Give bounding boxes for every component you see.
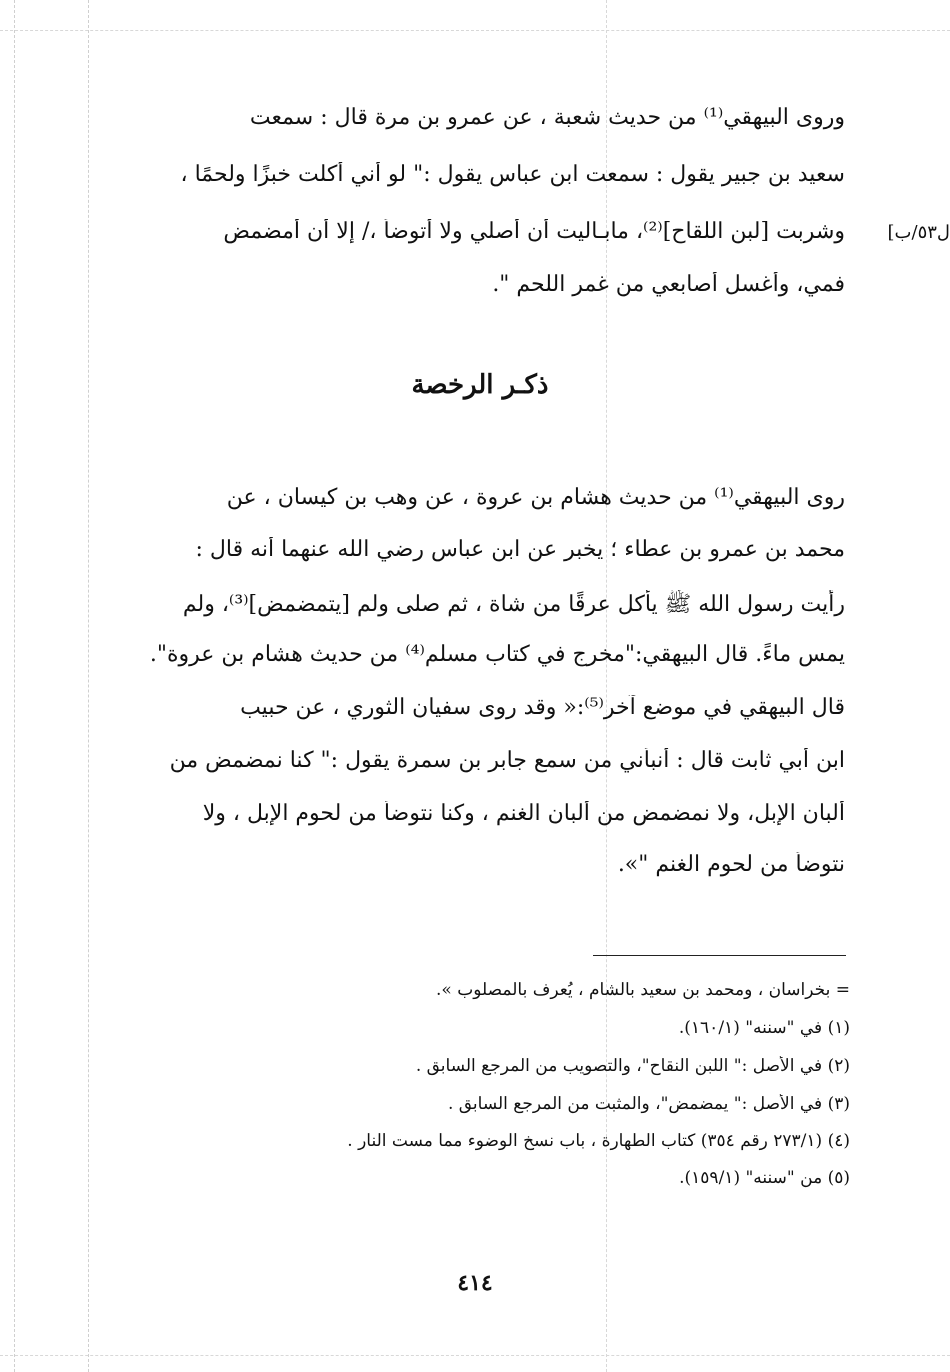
paragraph-1 [130, 105, 845, 305]
section-heading: ذكـر الرخصة [411, 370, 549, 400]
footnote: (٣) في الأصل :" يمضمض"، والمثبت من المرجع السابق . [447, 1094, 850, 1114]
text-line: وشربت [لبن اللقاح]⁽²⁾، مابـاليت أن أصلي ولا أتوضأ ،/ إلا أن أمضمض [223, 219, 845, 244]
scan-guide-line [14, 0, 15, 1372]
text-line: روى البيهقي⁽¹⁾ من حديث هشام بن عروة ، عن وهب بن كيسان ، عن [226, 485, 845, 510]
manuscript-margin-note: ل٥٣/ب] [888, 222, 950, 243]
text-line: وروى البيهقي⁽¹⁾ من حديث شعبة ، عن عمرو بن مرة قال : سمعت [249, 105, 845, 130]
scan-guide-line [88, 0, 89, 1372]
footnotes [120, 980, 850, 1188]
text-line: قال البيهقي في موضع آخر⁽⁵⁾:« وقد روى سفيان الثوري ، عن حبيب [240, 695, 845, 720]
scan-guide-line [0, 30, 950, 31]
footnote: (١) في "سننه" (١٦٠/١). [678, 1018, 850, 1038]
footnote-separator [593, 955, 846, 956]
text-line: سعيد بن جبير يقول : سمعت ابن عباس يقول :" لو أني أكلت خبزًا ولحمًا ، [180, 162, 845, 187]
footnote: (٥) من "سننه" (١٥٩/١). [679, 1168, 850, 1188]
footnote: = بخراسان ، ومحمد بن سعيد بالشام ، يُعرف بالمصلوب ». [436, 980, 850, 1000]
footnote: (٢) في الأصل :" اللبن النقاح"، والتصويب من المرجع السابق . [415, 1056, 850, 1076]
page-number: ٤١٤ [457, 1270, 493, 1296]
paragraph-3 [130, 695, 845, 905]
text-line: ابن أبي ثابت قال : أنبأني من سمع جابر بن سمرة يقول :" كنا نمضمض من [169, 748, 845, 773]
text-line: محمد بن عمرو بن عطاء ؛ يخبر عن ابن عباس رضي الله عنهما أنه قال : [195, 537, 845, 562]
footnote: (٤) (٢٧٣/١ رقم ٣٥٤) كتاب الطهارة ، باب نسخ الوضوء مما مست النار . [347, 1131, 850, 1151]
text-line: رأيت رسول الله ﷺ يأكل عرقًا من شاة ، ثم صلى ولم [يتمضمض]⁽³⁾، ولم [182, 592, 845, 617]
paragraph-2 [130, 485, 845, 695]
text-line: ألبان الإبل، ولا نمضمض من ألبان الغنم ، وكنا نتوضأ من لحوم الإبل ، ولا [202, 801, 845, 826]
scan-guide-line [0, 1355, 950, 1356]
text-line: يمس ماءً. قال البيهقي:"مخرج في كتاب مسلم⁽⁴⁾ من حديث هشام بن عروة". [149, 642, 845, 667]
text-line: نتوضأ من لحوم الغنم "». [617, 852, 845, 877]
text-line: فمي، وأغسل أصابعي من غمر اللحم ". [492, 272, 845, 297]
